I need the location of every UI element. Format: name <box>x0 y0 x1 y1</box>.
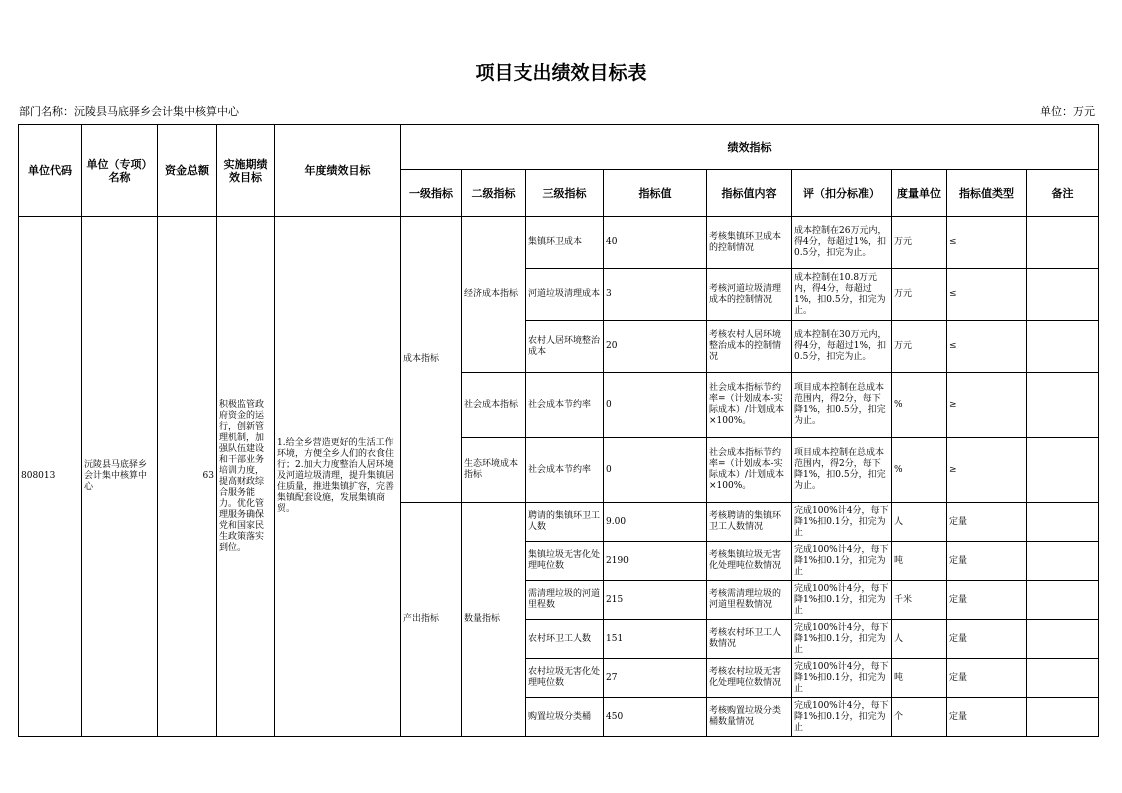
value-cell: 27 <box>604 659 707 698</box>
remark-cell <box>1027 542 1099 581</box>
header-level3: 三级指标 <box>526 170 604 217</box>
value-type-cell: 定量 <box>947 620 1027 659</box>
value-cell: 0 <box>604 373 707 438</box>
level2-quantity-cell: 数量指标 <box>462 503 526 737</box>
header-annual-goal: 年度绩效目标 <box>275 125 401 217</box>
scoring-cell: 完成100%计4分，每下降1%扣0.1分，扣完为止 <box>792 581 892 620</box>
value-content-cell: 考核农村环卫工人数情况 <box>707 620 792 659</box>
level1-cost-cell: 成本指标 <box>401 217 462 503</box>
remark-cell <box>1027 373 1099 438</box>
unit-code-cell: 808013 <box>19 217 82 737</box>
value-content-cell: 考核集镇环卫成本的控制情况 <box>707 217 792 269</box>
scoring-cell: 完成100%计4分，每下降1%扣0.1分，扣完为止 <box>792 659 892 698</box>
department-name: 部门名称：沅陵县马底驿乡会计集中核算中心 <box>19 105 239 118</box>
impl-goal-cell: 积极监管政府资金的运行，创新管理机制，加强队伍建设和干部业务培训力度，提高财政综合服务能力。优化管理服务确保党和国家民生政策落实到位。 <box>217 217 275 737</box>
value-content-cell: 考核购置垃圾分类桶数量情况 <box>707 698 792 737</box>
value-type-cell: ≥ <box>947 373 1027 438</box>
value-cell: 450 <box>604 698 707 737</box>
value-content-cell: 考核农村垃圾无害化处理吨位数情况 <box>707 659 792 698</box>
level3-cell: 社会成本节约率 <box>526 438 604 503</box>
remark-cell <box>1027 620 1099 659</box>
value-type-cell: 定量 <box>947 659 1027 698</box>
currency-unit: 单位：万元 <box>1040 105 1095 118</box>
header-impl-goal: 实施期绩效目标 <box>217 125 275 217</box>
value-cell: 20 <box>604 321 707 373</box>
header-value: 指标值 <box>604 170 707 217</box>
header-total-funds: 资金总额 <box>158 125 217 217</box>
value-type-cell: 定量 <box>947 542 1027 581</box>
value-type-cell: 定量 <box>947 581 1027 620</box>
annual-goal-cell: 1.给全乡营造更好的生活工作环境，方便全乡人们的衣食住行；2.加大力度整治人居环境及河道垃圾清理，提升集镇居住质量，推进集镇扩容，完善集镇配套设施，发展集镇商贸。 <box>275 217 401 737</box>
scoring-cell: 完成100%计4分，每下降1%扣0.1分，扣完为止 <box>792 503 892 542</box>
level3-cell: 农村垃圾无害化处理吨位数 <box>526 659 604 698</box>
page-title: 项目支出绩效目标表 <box>475 62 647 84</box>
measure-unit-cell: 吨 <box>892 542 947 581</box>
header-measure-unit: 度量单位 <box>892 170 947 217</box>
value-cell: 0 <box>604 438 707 503</box>
level1-output-cell: 产出指标 <box>401 503 462 737</box>
scoring-cell: 成本控制在30万元内，得4分，每超过1%，扣0.5分，扣完为止。 <box>792 321 892 373</box>
value-cell: 215 <box>604 581 707 620</box>
measure-unit-cell: 个 <box>892 698 947 737</box>
scoring-cell: 项目成本控制在总成本范围内，得2分，每下降1%，扣0.5分，扣完为止。 <box>792 373 892 438</box>
table-row <box>19 217 1099 269</box>
header-level1: 一级指标 <box>401 170 462 217</box>
measure-unit-cell: 人 <box>892 503 947 542</box>
level3-cell: 集镇垃圾无害化处理吨位数 <box>526 542 604 581</box>
total-funds-cell: 63 <box>158 217 217 737</box>
measure-unit-cell: % <box>892 373 947 438</box>
value-content-cell: 考核需清理垃圾的河道里程数情况 <box>707 581 792 620</box>
header-unit-code: 单位代码 <box>19 125 82 217</box>
value-type-cell: 定量 <box>947 503 1027 542</box>
level3-cell: 集镇环卫成本 <box>526 217 604 269</box>
remark-cell <box>1027 503 1099 542</box>
value-cell: 3 <box>604 269 707 321</box>
measure-unit-cell: % <box>892 438 947 503</box>
level3-cell: 社会成本节约率 <box>526 373 604 438</box>
level2-social-cell: 社会成本指标 <box>462 373 526 438</box>
scoring-cell: 成本控制在10.8万元内，得4分，每超过1%，扣0.5分，扣完为止。 <box>792 269 892 321</box>
header-value-type: 指标值类型 <box>947 170 1027 217</box>
level3-cell: 河道垃圾清理成本 <box>526 269 604 321</box>
level2-eco-cell: 生态环境成本指标 <box>462 438 526 503</box>
scoring-cell: 项目成本控制在总成本范围内，得2分，每下降1%，扣0.5分，扣完为止。 <box>792 438 892 503</box>
scoring-cell: 完成100%计4分，每下降1%扣0.1分，扣完为止 <box>792 542 892 581</box>
remark-cell <box>1027 659 1099 698</box>
remark-cell <box>1027 321 1099 373</box>
remark-cell <box>1027 438 1099 503</box>
value-type-cell: ≤ <box>947 269 1027 321</box>
value-content-cell: 社会成本指标节约率=（计划成本-实际成本）/计划成本×100%。 <box>707 438 792 503</box>
header-value-content: 指标值内容 <box>707 170 792 217</box>
value-cell: 2190 <box>604 542 707 581</box>
measure-unit-cell: 千米 <box>892 581 947 620</box>
value-content-cell: 考核河道垃圾清理成本的控制情况 <box>707 269 792 321</box>
value-cell: 40 <box>604 217 707 269</box>
value-content-cell: 考核集镇垃圾无害化处理吨位数情况 <box>707 542 792 581</box>
level2-economic-cell: 经济成本指标 <box>462 217 526 373</box>
value-content-cell: 考核农村人居环境整治成本的控制情况 <box>707 321 792 373</box>
header-row-1 <box>19 125 1099 170</box>
level3-cell: 聘请的集镇环卫工人数 <box>526 503 604 542</box>
remark-cell <box>1027 581 1099 620</box>
scoring-cell: 成本控制在26万元内，得4分，每超过1%，扣 0.5分，扣完为止。 <box>792 217 892 269</box>
value-type-cell: ≤ <box>947 217 1027 269</box>
level3-cell: 需清理垃圾的河道里程数 <box>526 581 604 620</box>
value-type-cell: 定量 <box>947 698 1027 737</box>
level3-cell: 购置垃圾分类桶 <box>526 698 604 737</box>
value-cell: 151 <box>604 620 707 659</box>
value-content-cell: 社会成本指标节约率=（计划成本-实际成本）/计划成本×100%。 <box>707 373 792 438</box>
remark-cell <box>1027 269 1099 321</box>
measure-unit-cell: 万元 <box>892 269 947 321</box>
measure-unit-cell: 万元 <box>892 321 947 373</box>
level3-cell: 农村环卫工人数 <box>526 620 604 659</box>
performance-table <box>18 124 1099 737</box>
measure-unit-cell: 万元 <box>892 217 947 269</box>
value-cell: 9.00 <box>604 503 707 542</box>
unit-name-cell: 沅陵县马底驿乡会计集中核算中心 <box>82 217 158 737</box>
remark-cell <box>1027 698 1099 737</box>
scoring-cell: 完成100%计4分，每下降1%扣0.1分，扣完为止 <box>792 620 892 659</box>
value-content-cell: 考核聘请的集镇环卫工人数情况 <box>707 503 792 542</box>
level3-cell: 农村人居环境整治成本 <box>526 321 604 373</box>
scoring-cell: 完成100%计4分，每下降1%扣0.1分，扣完为止 <box>792 698 892 737</box>
measure-unit-cell: 人 <box>892 620 947 659</box>
header-scoring: 评（扣分标准） <box>792 170 892 217</box>
value-type-cell: ≤ <box>947 321 1027 373</box>
header-remark: 备注 <box>1027 170 1099 217</box>
remark-cell <box>1027 217 1099 269</box>
header-perf-indicators: 绩效指标 <box>401 125 1099 170</box>
value-type-cell: ≥ <box>947 438 1027 503</box>
measure-unit-cell: 吨 <box>892 659 947 698</box>
header-unit-name: 单位（专项）名称 <box>82 125 158 217</box>
header-level2: 二级指标 <box>462 170 526 217</box>
